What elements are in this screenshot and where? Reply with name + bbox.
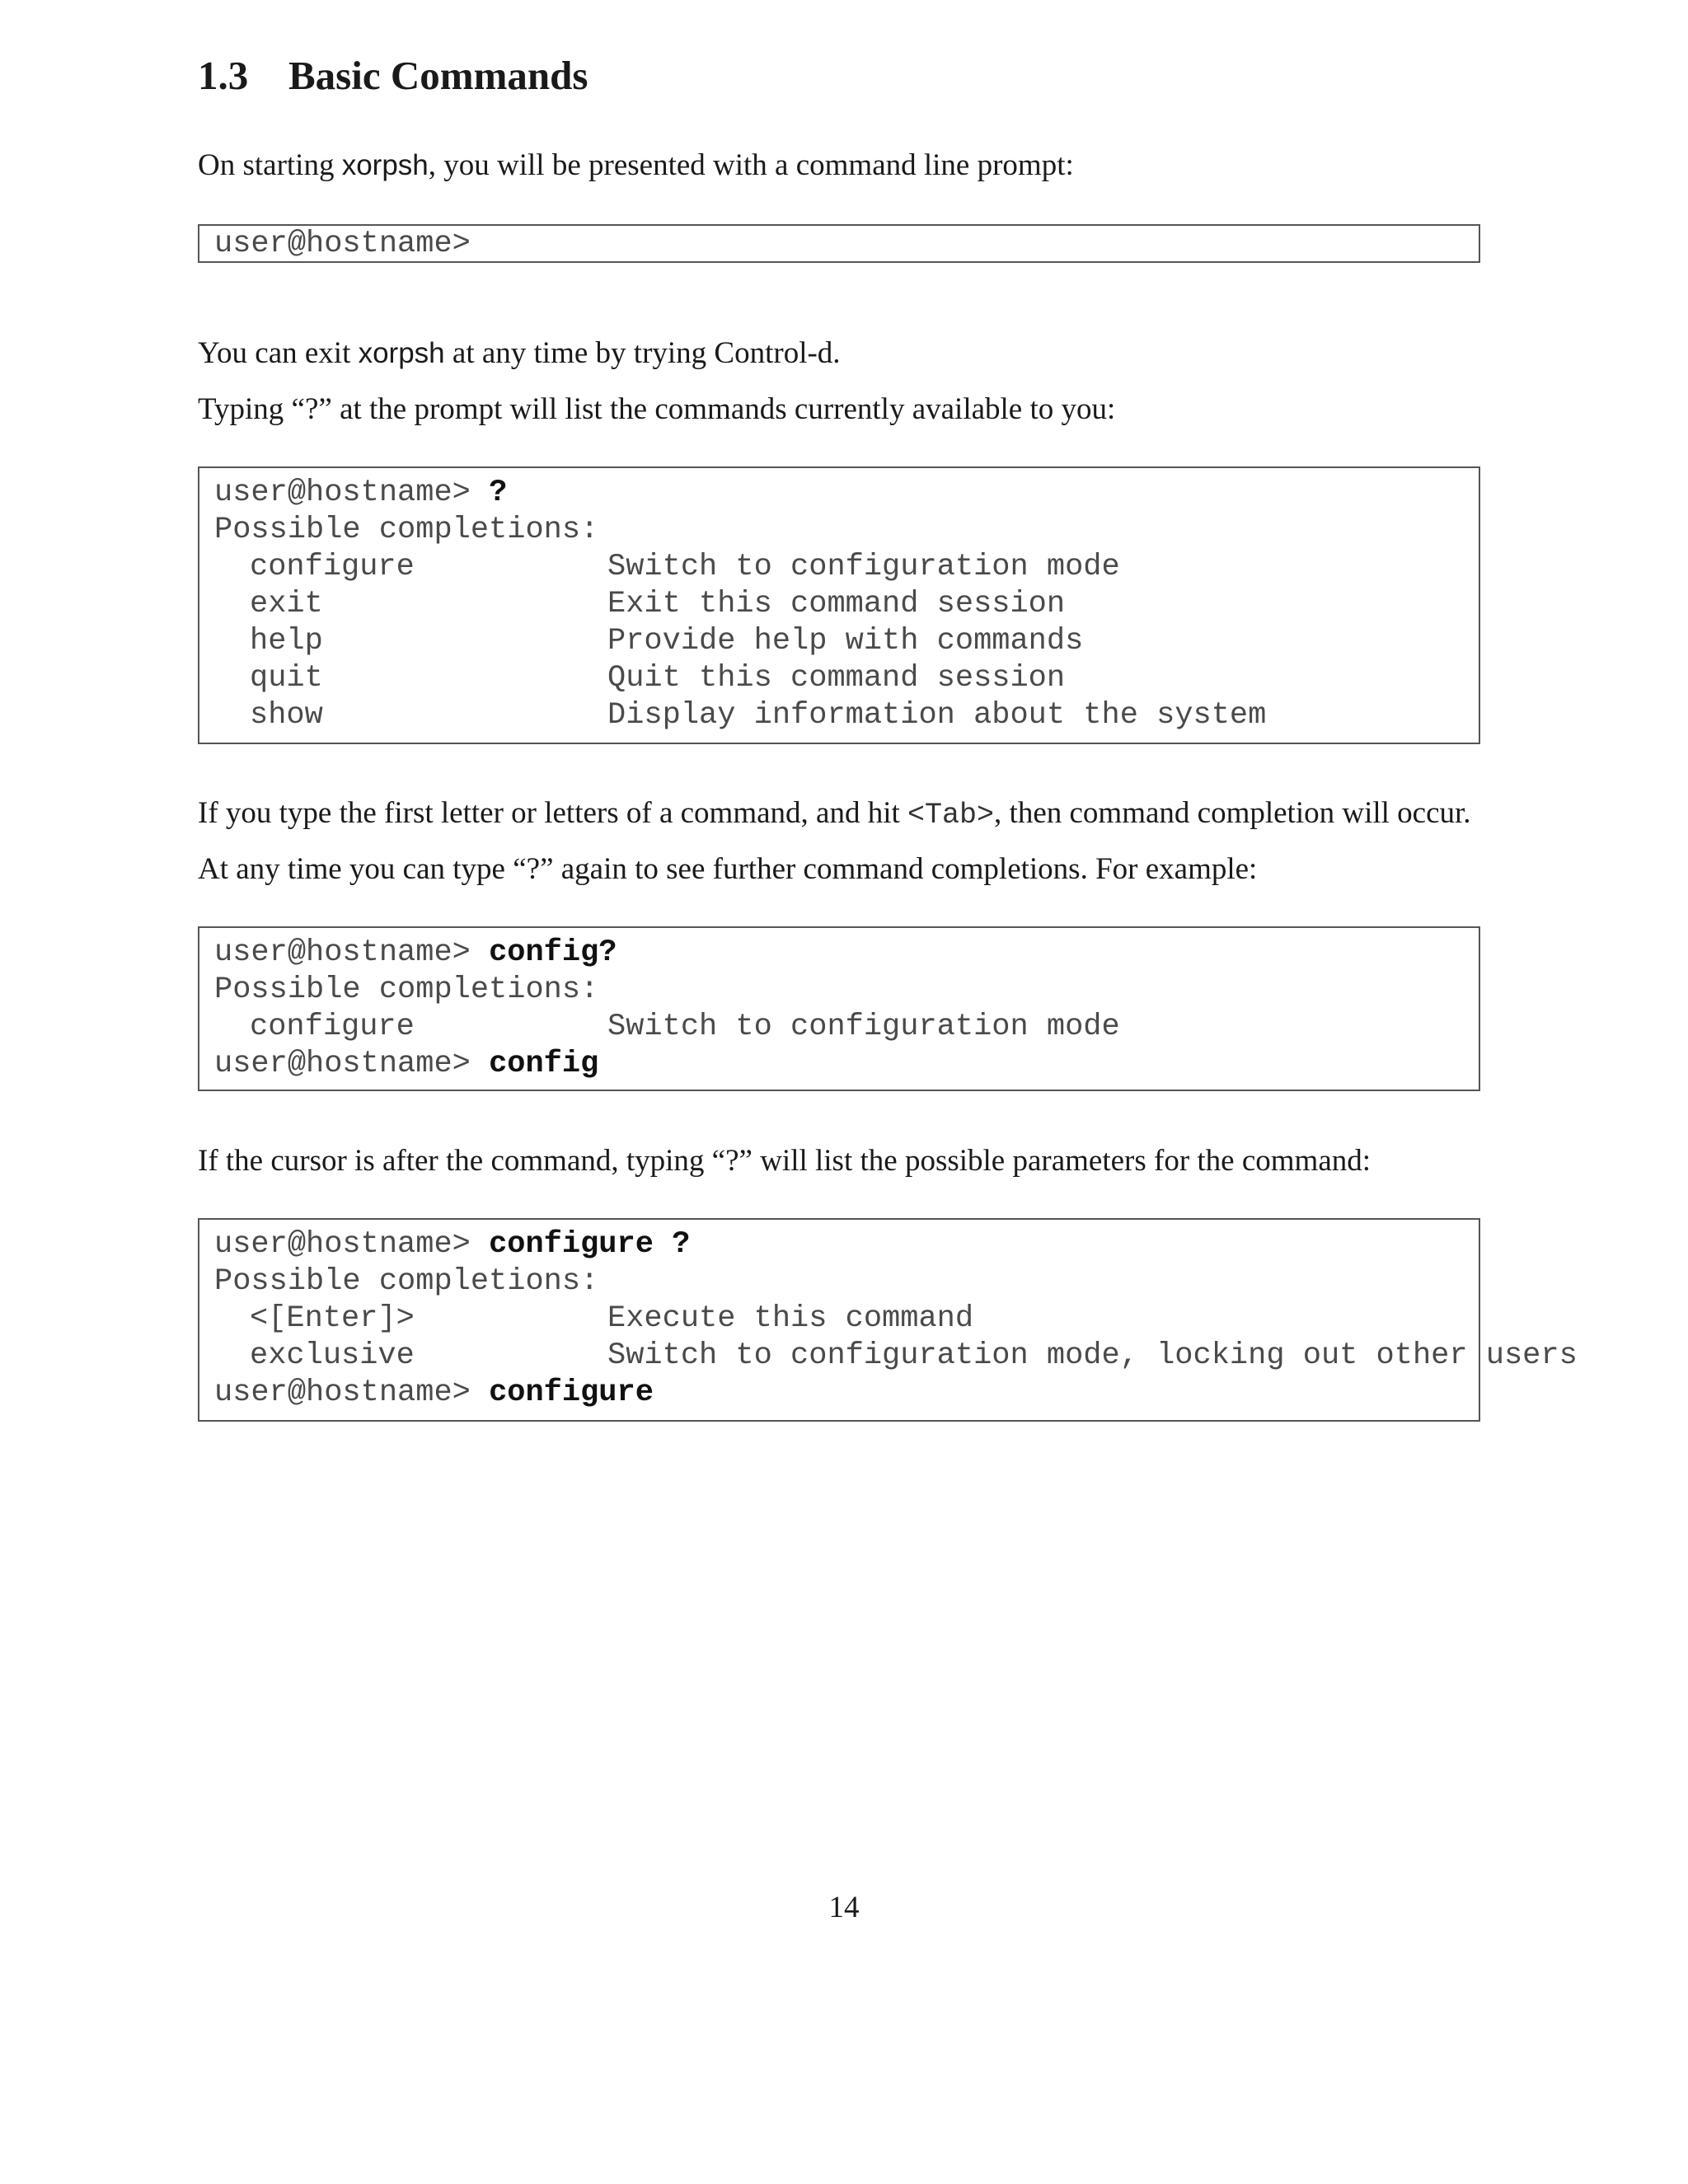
completion-description: Switch to configuration mode, locking out other users: [607, 1338, 1578, 1373]
key-name: <Tab>: [907, 799, 995, 832]
completion-description: Display information about the system: [607, 698, 1267, 733]
code-line: [214, 226, 1479, 263]
completion-description: Execute this command: [607, 1301, 974, 1336]
code-line-header: Possible completions:: [214, 972, 599, 1007]
paragraph-further-completions: At any time you can type “?” again to see further command completions. For example:: [198, 852, 1258, 886]
prompt-text: user@hostname>: [214, 1047, 490, 1081]
completion-name: help: [250, 624, 323, 658]
completion-row: [214, 1301, 1479, 1338]
completion-row: [214, 1338, 1578, 1375]
completion-name: show: [250, 698, 323, 733]
paragraph-exit: [198, 335, 841, 373]
completion-name: configure: [250, 1010, 415, 1044]
paragraph-intro: [198, 147, 1074, 185]
code-line-input: [214, 475, 1479, 512]
code-block-config-example: [198, 926, 1480, 1091]
completion-row: [214, 586, 1479, 623]
completion-name: exclusive: [250, 1338, 415, 1373]
app-name: xorpsh: [358, 337, 445, 369]
typed-command: configure: [489, 1376, 654, 1410]
prompt-text: user@hostname>: [214, 227, 471, 261]
code-block-configure-params: [198, 1218, 1578, 1422]
paragraph-text: If you type the first letter or letters of a command, and hit: [198, 796, 908, 830]
code-line-result: [214, 1046, 1479, 1083]
prompt-text: user@hostname>: [214, 935, 490, 970]
typed-command: ?: [489, 476, 508, 510]
code-line-input: [214, 1226, 1479, 1263]
completion-description: Switch to configuration mode: [607, 550, 1120, 584]
completion-description: Exit this command session: [607, 587, 1066, 621]
prompt-text: user@hostname>: [214, 1227, 490, 1262]
paragraph-text: at any time by trying Control-d.: [444, 336, 841, 370]
page-number: 14: [828, 1891, 860, 1924]
completion-row: [214, 549, 1479, 586]
code-line-result: [214, 1375, 1479, 1412]
section-number: 1.3: [198, 53, 249, 98]
paragraph-tab-completion: [198, 794, 1471, 834]
paragraph-typing-help: Typing “?” at the prompt will list the commands currently available to you:: [198, 392, 1116, 426]
code-line-header: Possible completions:: [214, 1264, 599, 1299]
typed-command: configure ?: [489, 1227, 691, 1262]
completion-row: [214, 1009, 1479, 1046]
section-title: Basic Commands: [288, 53, 588, 98]
completion-name: quit: [250, 661, 323, 696]
completion-name: <[Enter]>: [250, 1301, 415, 1336]
completion-description: Provide help with commands: [607, 624, 1084, 658]
paragraph-text: On starting: [198, 148, 342, 182]
code-line-header: Possible completions:: [214, 513, 599, 547]
completion-description: Switch to configuration mode: [607, 1010, 1120, 1044]
code-block-help-listing: [198, 466, 1480, 744]
completion-row: [214, 697, 1479, 734]
app-name: xorpsh: [341, 149, 429, 181]
completion-row: [214, 623, 1479, 660]
typed-command: config?: [489, 935, 617, 970]
code-block-prompt: [198, 224, 1480, 263]
code-line-input: [214, 935, 1479, 972]
typed-command: config: [489, 1047, 599, 1081]
paragraph-parameters: If the cursor is after the command, typing “?” will list the possible parameters for the command:: [198, 1144, 1372, 1178]
paragraph-text: , you will be presented with a command line prompt:: [428, 148, 1074, 182]
section-heading: [198, 51, 588, 101]
prompt-text: user@hostname>: [214, 476, 490, 510]
completion-name: exit: [250, 587, 323, 621]
prompt-text: user@hostname>: [214, 1376, 490, 1410]
completion-row: [214, 660, 1479, 697]
paragraph-text: , then command completion will occur.: [994, 796, 1471, 830]
completion-description: Quit this command session: [607, 661, 1066, 696]
completion-name: configure: [250, 550, 415, 584]
paragraph-text: You can exit: [198, 336, 359, 370]
